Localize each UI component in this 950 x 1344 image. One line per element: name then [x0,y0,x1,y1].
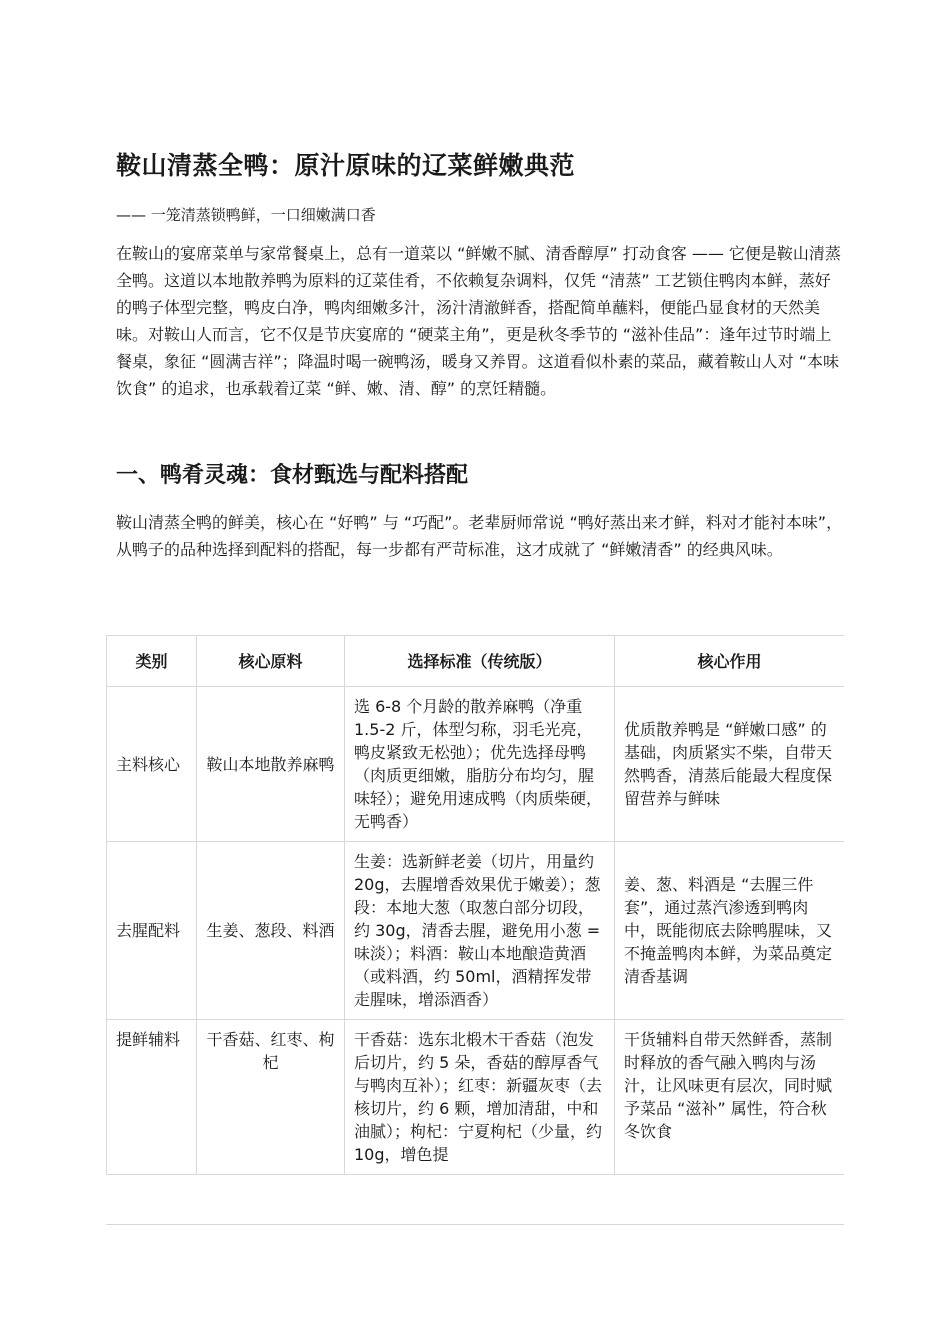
table-row [107,842,845,1020]
cell-standard: 干香菇：选东北椴木干香菇（泡发后切片，约 5 朵，香菇的醇厚香气与鸭肉互补）；红枣：新疆灰枣（去核切片，约 6 颗，增加清甜，中和油腻）；枸杞：宁夏枸杞（少量，约 10g，增色提 [345,1020,615,1175]
section-heading: 一、鸭肴灵魂：食材甄选与配料搭配 [116,463,469,488]
header-standard: 选择标准（传统版） [345,636,615,687]
cell-material: 生姜、葱段、料酒 [197,842,345,1020]
cell-effect: 姜、葱、料酒是 “去腥三件套”，通过蒸汽渗透到鸭肉中，既能彻底去除鸭腥味，又不掩盖鸭肉本鲜，为菜品奠定清香基调 [615,842,845,1020]
subtitle: —— 一笼清蒸锁鸭鲜，一口细嫩满口香 [116,206,376,224]
table-row [107,1020,845,1175]
cell-effect: 优质散养鸭是 “鲜嫩口感” 的基础，肉质紧实不柴，自带天然鸭香，清蒸后能最大程度保留营养与鲜味 [615,687,845,842]
cell-material: 干香菇、红枣、枸杞 [197,1020,345,1175]
header-category: 类别 [107,636,197,687]
intro-paragraph: 在鞍山的宴席菜单与家常餐桌上，总有一道菜以 “鲜嫩不腻、清香醇厚” 打动食客 —— 它便是鞍山清蒸全鸭。这道以本地散养鸭为原料的辽菜佳肴，不依赖复杂调料，仅凭 “清蒸” 工艺锁住鸭肉本鲜，蒸好的鸭子体型完整，鸭皮白净，鸭肉细嫩多汁，汤汁清澈鲜香，搭配简单蘸料，便能凸显食材的天然美味。对鞍山人而言，它不仅是节庆宴席的 “硬菜主角”，更是秋冬季节的 “滋补佳品”：逢年过节时端上餐桌，象征 “圆满吉祥”；降温时喝一碗鸭汤，暖身又养胃。这道看似朴素的菜品，藏着鞍山人对 “本味饮食” 的追求，也承载着辽菜 “鲜、嫩、清、醇” 的烹饪精髓。 [116,244,841,398]
ingredients-table [106,635,844,1175]
header-material: 核心原料 [197,636,345,687]
page-title: 鞍山清蒸全鸭：原汁原味的辽菜鲜嫩典范 [116,151,576,180]
table-header-row [107,636,845,687]
cell-category: 去腥配料 [107,842,197,1020]
table-row [107,687,845,842]
section-paragraph: 鞍山清蒸全鸭的鲜美，核心在 “好鸭” 与 “巧配”。老辈厨师常说 “鸭好蒸出来才鲜，料对才能衬本味”，从鸭子的品种选择到配料的搭配，每一步都有严苛标准，这才成就了 “鲜嫩清香” 的经典风味。 [116,513,843,559]
cell-effect: 干货辅料自带天然鲜香，蒸制时释放的香气融入鸭肉与汤汁，让风味更有层次，同时赋予菜品 “滋补” 属性，符合秋冬饮食 [615,1020,845,1175]
cell-standard: 选 6-8 个月龄的散养麻鸭（净重 1.5-2 斤，体型匀称，羽毛光亮，鸭皮紧致无松弛）；优先选择母鸭（肉质更细嫩，脂肪分布均匀，腥味轻）；避免用速成鸭（肉质柴硬，无鸭香） [345,687,615,842]
header-effect: 核心作用 [615,636,845,687]
cell-standard: 生姜：选新鲜老姜（切片，用量约 20g，去腥增香效果优于嫩姜）；葱段：本地大葱（取葱白部分切段，约 30g，清香去腥，避免用小葱 = 味淡）；料酒：鞍山本地酿造黄酒（或料酒，约 50ml，酒精挥发带走腥味，增添酒香） [345,842,615,1020]
cell-category: 提鲜辅料 [107,1020,197,1175]
ingredients-table-wrapper [106,635,844,1225]
cell-material: 鞍山本地散养麻鸭 [197,687,345,842]
cell-category: 主料核心 [107,687,197,842]
